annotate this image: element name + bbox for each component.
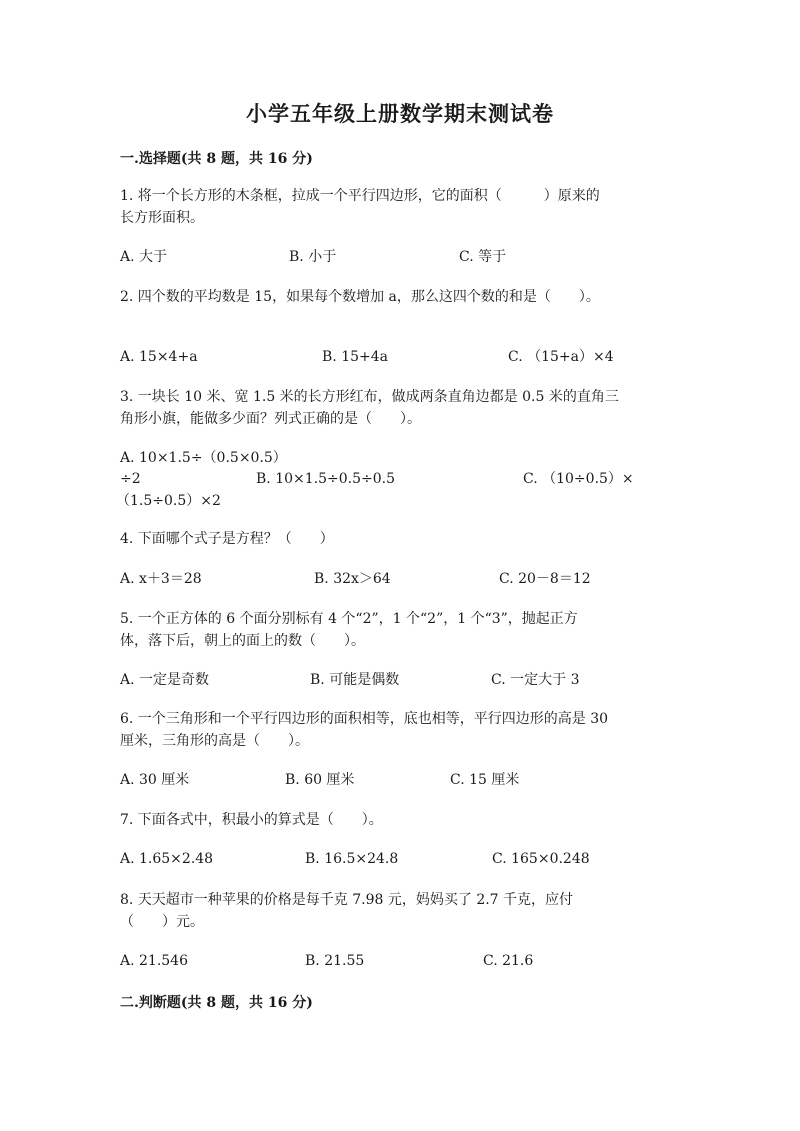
question-1-line-1: 1. 将一个长方形的木条框，拉成一个平行四边形，它的面积（ ）原来的 — [120, 188, 600, 204]
question-4-option-a: A. x＋3＝28 — [120, 571, 202, 587]
question-5-option-b: B. 可能是偶数 — [310, 672, 400, 688]
question-8-option-a: A. 21.546 — [120, 953, 188, 969]
question-4-text: 4. 下面哪个式子是方程？（ ） — [120, 531, 334, 547]
question-1-option-b: B. 小于 — [289, 249, 337, 265]
question-6-option-b: B. 60 厘米 — [285, 772, 355, 788]
section-heading-choice: 一.选择题(共 8 题，共 16 分) — [120, 151, 313, 167]
question-5-line-1: 5. 一个正方体的 6 个面分别标有 4 个“2”，1 个“2”，1 个“3”，抛起正方 — [120, 611, 578, 627]
question-6-line-1: 6. 一个三角形和一个平行四边形的面积相等，底也相等，平行四边形的高是 30 — [120, 711, 609, 727]
question-7-option-a: A. 1.65×2.48 — [120, 851, 214, 867]
question-2-option-a: A. 15×4+a — [120, 349, 198, 365]
question-3-option-a: A. 10×1.5÷（0.5×0.5） — [120, 450, 287, 466]
question-5-line-2: 体，落下后，朝上的面上的数（ ）。 — [120, 633, 365, 649]
question-1-line-2: 长方形面积。 — [120, 210, 204, 226]
page-title: 小学五年级上册数学期末测试卷 — [246, 101, 554, 126]
question-8-option-b: B. 21.55 — [305, 953, 365, 969]
question-3-option-a-continued: ÷2 — [120, 471, 141, 487]
question-8-line-1: 8. 天天超市一种苹果的价格是每千克 7.98 元，妈妈买了 2.7 千克，应付 — [120, 892, 574, 908]
question-8-option-c: C. 21.6 — [483, 953, 534, 969]
question-5-option-a: A. 一定是奇数 — [120, 672, 210, 688]
question-7-option-b: B. 16.5×24.8 — [305, 851, 399, 867]
question-7-option-c: C. 165×0.248 — [492, 851, 590, 867]
question-7-text: 7. 下面各式中，积最小的算式是（ ）。 — [120, 812, 383, 828]
question-1-option-c: C. 等于 — [459, 249, 507, 265]
question-2-option-c: C. （15+a）×4 — [508, 349, 614, 365]
question-3-option-c-continued: （1.5÷0.5）×2 — [116, 493, 221, 509]
question-6-line-2: 厘米，三角形的高是（ ）。 — [120, 733, 309, 749]
question-3-option-c: C. （10÷0.5）× — [523, 471, 634, 487]
question-4-option-c: C. 20－8＝12 — [499, 571, 591, 587]
question-2-option-b: B. 15+4a — [322, 349, 388, 365]
question-4-option-b: B. 32x＞64 — [314, 571, 391, 587]
question-6-option-a: A. 30 厘米 — [120, 772, 190, 788]
question-1-option-a: A. 大于 — [120, 249, 168, 265]
question-5-option-c: C. 一定大于 3 — [491, 672, 580, 688]
section-heading-true-false: 二.判断题(共 8 题，共 16 分) — [120, 995, 313, 1011]
question-6-option-c: C. 15 厘米 — [450, 772, 520, 788]
question-3-line-2: 角形小旗，能做多少面？列式正确的是（ ）。 — [120, 411, 421, 427]
question-3-line-1: 3. 一块长 10 米、宽 1.5 米的长方形红布，做成两条直角边都是 0.5 米的直角三 — [120, 389, 619, 405]
question-8-line-2: （ ）元。 — [120, 914, 204, 930]
question-3-option-b: B. 10×1.5÷0.5÷0.5 — [256, 471, 395, 487]
question-2-text: 2. 四个数的平均数是 15，如果每个数增加 a，那么这四个数的和是（ ）。 — [120, 289, 600, 305]
